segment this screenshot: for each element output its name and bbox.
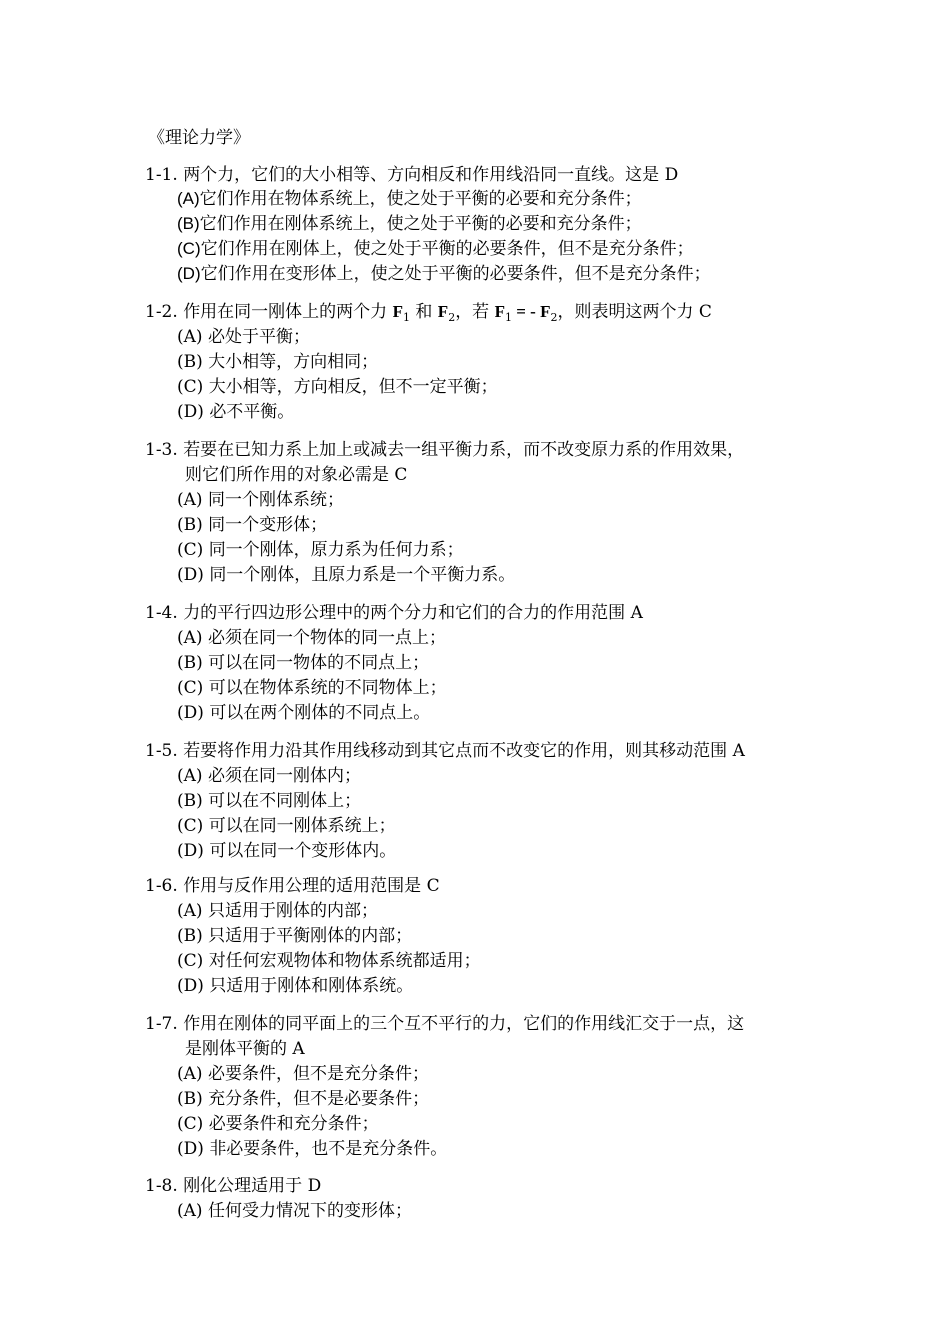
option-letter: (D) bbox=[177, 976, 204, 996]
option-letter: (B) bbox=[177, 791, 203, 811]
option-text: 必要条件，但不是充分条件； bbox=[207, 1064, 429, 1084]
option-text: 可以在同一刚体系统上； bbox=[208, 816, 396, 836]
question-number: 1-3. bbox=[145, 440, 178, 460]
option-text: 可以在同一个变形体内。 bbox=[209, 841, 397, 861]
option-letter: (B) bbox=[177, 926, 203, 946]
option-letter: (A) bbox=[177, 628, 203, 648]
question-1-2-option-b bbox=[177, 350, 378, 374]
subscript: 1 bbox=[504, 311, 512, 324]
option-letter: (A) bbox=[177, 766, 203, 786]
subscript: 2 bbox=[448, 311, 456, 324]
question-1-6-option-b bbox=[177, 924, 412, 948]
option-letter: (C) bbox=[177, 951, 204, 971]
question-1-2-option-d bbox=[177, 400, 294, 424]
question-1-8-option-a bbox=[177, 1199, 412, 1223]
question-text: 刚化公理适用于 D bbox=[183, 1176, 322, 1196]
question-1-1-option-a bbox=[177, 187, 642, 211]
question-1-3-option-b bbox=[177, 513, 327, 537]
question-1-6-option-d bbox=[177, 974, 413, 998]
option-letter: (C) bbox=[177, 1114, 204, 1134]
question-1-3-stem bbox=[145, 438, 744, 462]
option-text: 同一个变形体； bbox=[208, 515, 328, 535]
question-1-2-stem bbox=[145, 300, 712, 324]
question-1-7-option-b bbox=[177, 1087, 429, 1111]
option-letter: (B) bbox=[177, 515, 203, 535]
question-1-7-option-a bbox=[177, 1062, 429, 1086]
question-text: 力的平行四边形公理中的两个分力和它们的合力的作用范围 A bbox=[183, 603, 643, 623]
question-1-2-option-a bbox=[177, 325, 310, 349]
option-letter: (A) bbox=[177, 1064, 203, 1084]
question-text: 和 bbox=[415, 302, 433, 322]
question-1-7-stem-continued: 是刚体平衡的 A bbox=[185, 1039, 305, 1059]
option-text: 可以在物体系统的不同物体上； bbox=[208, 678, 447, 698]
option-letter: (C) bbox=[177, 540, 204, 560]
subscript: 2 bbox=[550, 311, 558, 324]
question-1-3-option-a bbox=[177, 488, 344, 512]
option-text: 任何受力情况下的变形体； bbox=[207, 1201, 412, 1221]
option-letter: (A) bbox=[177, 1201, 203, 1221]
option-letter: (D) bbox=[177, 264, 201, 283]
option-letter: (A) bbox=[177, 327, 203, 347]
option-text: 可以在不同刚体上； bbox=[208, 791, 362, 811]
question-number: 1-1. bbox=[145, 165, 178, 185]
option-text: 必须在同一刚体内； bbox=[207, 766, 361, 786]
equation-operator: = - bbox=[511, 302, 541, 321]
question-1-5-option-c bbox=[177, 814, 396, 838]
question-1-5-option-d bbox=[177, 839, 396, 863]
question-1-1-option-b bbox=[177, 212, 642, 236]
question-1-6-option-a bbox=[177, 899, 378, 923]
question-1-7-option-c bbox=[177, 1112, 379, 1136]
option-letter: (A) bbox=[177, 189, 200, 208]
question-1-5-option-a bbox=[177, 764, 361, 788]
question-text: 作用在刚体的同平面上的三个互不平行的力，它们的作用线汇交于一点，这 bbox=[183, 1014, 745, 1034]
option-text: 只适用于刚体的内部； bbox=[207, 901, 378, 921]
option-text: 大小相等，方向相反，但不一定平衡； bbox=[208, 377, 498, 397]
option-text: 必处于平衡； bbox=[207, 327, 310, 347]
question-1-7-option-d bbox=[177, 1137, 447, 1161]
question-1-4-stem bbox=[145, 601, 643, 625]
question-text: ，则表明这两个力 C bbox=[557, 302, 712, 322]
force-symbol: F bbox=[540, 302, 551, 321]
option-letter: (B) bbox=[177, 1089, 203, 1109]
question-text: 作用在同一刚体上的两个力 bbox=[183, 302, 388, 322]
option-text: 大小相等，方向相同； bbox=[208, 352, 379, 372]
question-1-1-stem bbox=[145, 163, 678, 187]
question-text: 若要将作用力沿其作用线移动到其它点而不改变它的作用，则其移动范围 A bbox=[183, 741, 745, 761]
force-symbol: F bbox=[392, 302, 403, 321]
question-1-5-option-b bbox=[177, 789, 361, 813]
question-1-5-stem bbox=[145, 739, 745, 763]
option-letter: (B) bbox=[177, 214, 200, 233]
option-letter: (B) bbox=[177, 352, 203, 372]
question-1-4-option-d bbox=[177, 701, 430, 725]
option-letter: (D) bbox=[177, 565, 204, 585]
option-text: 它们作用在刚体系统上，使之处于平衡的必要和充分条件； bbox=[199, 214, 642, 234]
option-letter: (D) bbox=[177, 841, 204, 861]
option-text: 可以在两个刚体的不同点上。 bbox=[209, 703, 431, 723]
option-text: 必要条件和充分条件； bbox=[208, 1114, 379, 1134]
option-text: 可以在同一物体的不同点上； bbox=[208, 653, 430, 673]
question-number: 1-8. bbox=[145, 1176, 178, 1196]
question-1-4-option-a bbox=[177, 626, 446, 650]
question-1-1-option-d bbox=[177, 262, 711, 286]
question-1-6-stem bbox=[145, 874, 440, 898]
option-text: 充分条件，但不是必要条件； bbox=[208, 1089, 430, 1109]
question-number: 1-4. bbox=[145, 603, 178, 623]
question-number: 1-5. bbox=[145, 741, 178, 761]
option-text: 只适用于平衡刚体的内部； bbox=[208, 926, 413, 946]
question-1-8-stem bbox=[145, 1174, 321, 1198]
document-title: 《理论力学》 bbox=[148, 128, 250, 148]
option-letter: (B) bbox=[177, 653, 203, 673]
option-letter: (C) bbox=[177, 816, 204, 836]
option-text: 它们作用在变形体上，使之处于平衡的必要条件，但不是充分条件； bbox=[200, 264, 711, 284]
subscript: 1 bbox=[402, 311, 410, 324]
force-symbol: F bbox=[437, 302, 449, 321]
question-1-6-option-c bbox=[177, 949, 481, 973]
question-number: 1-2. bbox=[145, 302, 178, 322]
option-text: 它们作用在物体系统上，使之处于平衡的必要和充分条件； bbox=[199, 189, 642, 209]
question-1-3-option-c bbox=[177, 538, 464, 562]
option-text: 它们作用在刚体上，使之处于平衡的必要条件，但不是充分条件； bbox=[200, 239, 694, 259]
question-text: ，若 bbox=[455, 302, 490, 322]
question-1-3-option-d bbox=[177, 563, 515, 587]
question-1-4-option-b bbox=[177, 651, 429, 675]
question-text: 作用与反作用公理的适用范围是 C bbox=[183, 876, 440, 896]
option-letter: (D) bbox=[177, 703, 204, 723]
question-text: 若要在已知力系上加上或减去一组平衡力系，而不改变原力系的作用效果， bbox=[183, 440, 745, 460]
option-letter: (C) bbox=[177, 239, 201, 258]
option-letter: (A) bbox=[177, 490, 203, 510]
question-text: 两个力，它们的大小相等、方向相反和作用线沿同一直线。这是 D bbox=[183, 165, 679, 185]
option-text: 非必要条件，也不是充分条件。 bbox=[209, 1139, 448, 1159]
option-letter: (A) bbox=[177, 901, 203, 921]
option-letter: (D) bbox=[177, 402, 204, 422]
option-letter: (C) bbox=[177, 678, 204, 698]
question-1-1-option-c bbox=[177, 237, 694, 261]
force-symbol: F bbox=[494, 302, 505, 321]
option-text: 只适用于刚体和刚体系统。 bbox=[209, 976, 414, 996]
option-letter: (D) bbox=[177, 1139, 204, 1159]
option-text: 同一个刚体，原力系为任何力系； bbox=[208, 540, 464, 560]
option-text: 必不平衡。 bbox=[209, 402, 295, 422]
option-letter: (C) bbox=[177, 377, 204, 397]
question-number: 1-7. bbox=[145, 1014, 178, 1034]
option-text: 必须在同一个物体的同一点上； bbox=[207, 628, 446, 648]
option-text: 对任何宏观物体和物体系统都适用； bbox=[208, 951, 481, 971]
option-text: 同一个刚体系统； bbox=[207, 490, 344, 510]
question-1-3-stem-continued: 则它们所作用的对象必需是 C bbox=[185, 465, 408, 485]
question-1-4-option-c bbox=[177, 676, 447, 700]
question-1-7-stem bbox=[145, 1012, 744, 1036]
question-number: 1-6. bbox=[145, 876, 178, 896]
question-1-2-option-c bbox=[177, 375, 498, 399]
option-text: 同一个刚体，且原力系是一个平衡力系。 bbox=[209, 565, 516, 585]
